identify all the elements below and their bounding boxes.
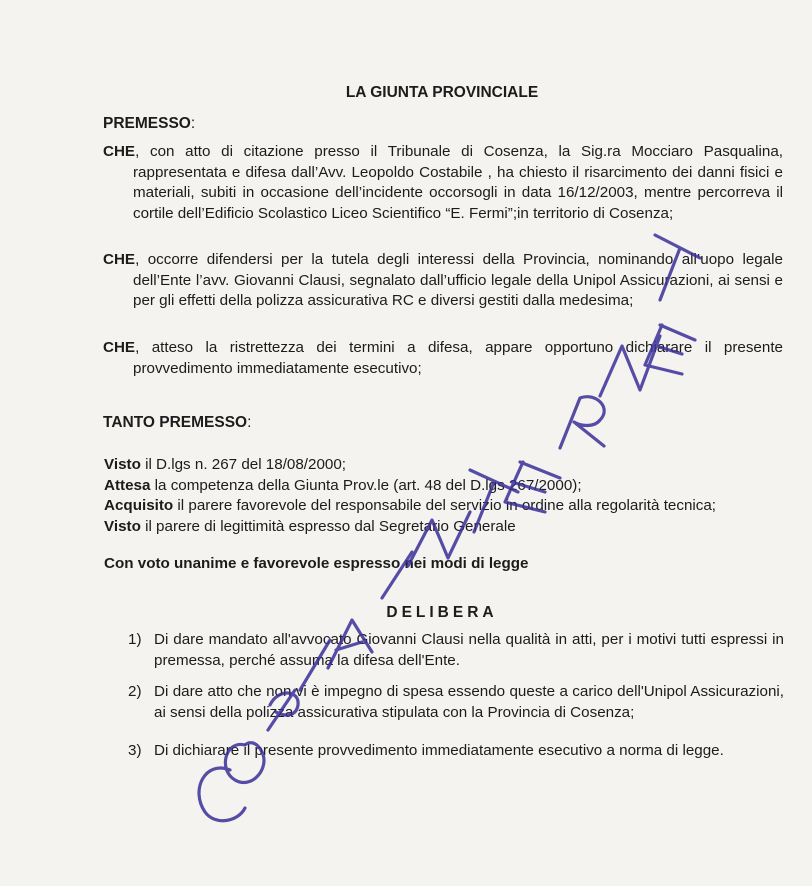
che-lead: CHE [103, 339, 136, 356]
premesso-label: PREMESSO [103, 115, 191, 132]
con-voto-line: Con voto unanime e favorevole espresso nei modi di legge [104, 555, 529, 572]
tanto-premesso-suffix: : [247, 414, 252, 431]
visto-text: il D.lgs n. 267 del 18/08/2000; [140, 456, 347, 473]
che-lead: CHE [103, 251, 136, 268]
visto-line [104, 517, 794, 538]
visto-text: il parere favorevole del responsabile del servizio in ordine alla regolarità tecnica; [173, 497, 717, 514]
item-number: 3) [128, 742, 142, 759]
item-number: 1) [128, 631, 142, 648]
che-text: , occorre difendersi per la tutela degli interessi della Provincia, nominando all’uopo legale dell’Ente l’avv. Giovanni Clausi, segnalato dall’ufficio legale della Unipol Assicurazioni, ai sensi e per gli effetti della polizza assicurativa RC e diversi gestiti dalla medesima; [133, 251, 783, 309]
visto-lead: Visto [104, 456, 141, 473]
che-lead: CHE [103, 143, 136, 160]
che-paragraph-1 [103, 142, 783, 224]
premesso-heading [103, 115, 195, 133]
delibera-item-3 [128, 741, 784, 762]
item-text: Di dare mandato all'avvocato Giovanni Clausi nella qualità in atti, per i motivi tutti espressi in premessa, perché assuma la difesa dell'Ente. [154, 631, 784, 669]
visto-lead: Visto [104, 517, 141, 535]
che-text: , atteso la ristrettezza dei termini a difesa, appare opportuno dichiarare il presente provvedimento immediatamente esecutivo; [133, 339, 783, 377]
document-title: LA GIUNTA PROVINCIALE [345, 84, 539, 101]
visto-text: il parere di legittimità espresso dal Segretario Generale [140, 517, 516, 535]
delibera-item-2 [128, 682, 784, 723]
delibera-item-1 [128, 630, 784, 671]
tanto-premesso-label: TANTO PREMESSO [103, 414, 248, 431]
visto-lead: Acquisito [104, 497, 174, 514]
visto-line [104, 496, 794, 517]
visto-text: la competenza della Giunta Prov.le (art. 48 del D.lgs 267/2000); [150, 476, 582, 494]
visto-line [104, 476, 794, 497]
item-text: Di dare atto che non vi è impegno di spesa essendo queste a carico dell'Unipol Assicurazioni, ai sensi della polizza assicurativa stipulata con la Provincia di Cosenza; [154, 683, 784, 721]
visti-list [104, 455, 794, 537]
visto-lead: Attesa [104, 476, 151, 494]
item-text: Di dichiarare il presente provvedimento immediatamente esecutivo a norma di legge. [154, 742, 724, 759]
delibera-heading: DELIBERA [386, 604, 498, 621]
item-number: 2) [128, 683, 142, 700]
che-paragraph-3 [103, 338, 783, 379]
che-paragraph-2 [103, 250, 783, 312]
premesso-suffix: : [190, 115, 196, 132]
che-text: , con atto di citazione presso il Tribunale di Cosenza, la Sig.ra Mocciaro Pasqualina, rappresentata e difesa dall’Avv. Leopoldo Costabile , ha chiesto il risarcimento dei danni fisici e materiali, subiti in occasione dell’incidente occorsogli in data 16/12/2003, mentre percorreva il cortile dell’Edificio Scolastico Liceo Scientifico “E. Fermi”;in territorio di Cosenza; [133, 143, 783, 222]
tanto-premesso-heading [103, 414, 251, 432]
visto-line [104, 455, 794, 476]
